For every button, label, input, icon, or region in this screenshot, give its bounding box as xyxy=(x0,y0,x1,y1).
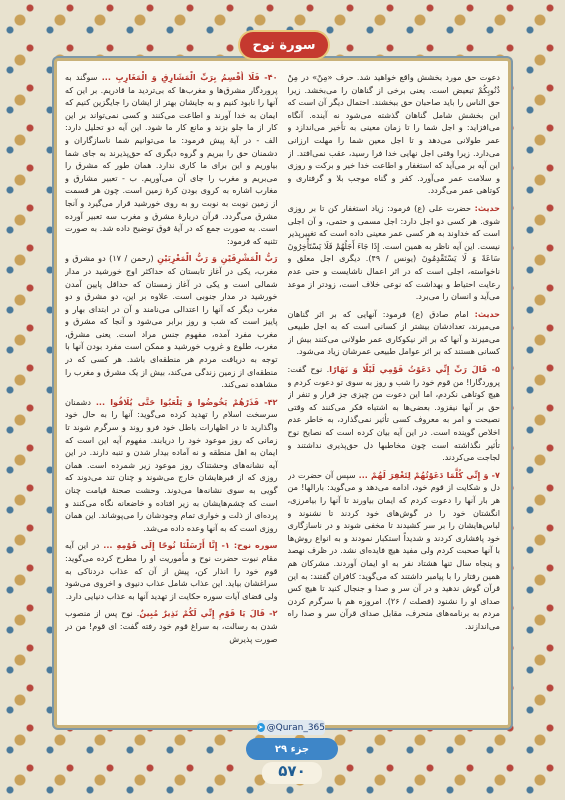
paragraph xyxy=(65,252,278,391)
paragraph xyxy=(288,469,501,633)
paragraph xyxy=(65,539,278,602)
paragraph-text: دعوت حق مورد بخشش واقع خواهید شد. حرف «مِنْ» در مِنْ ذُنُوبِكُمْ تبعیض است. یعنی برخی از گناهان را می‌بخشد. زیرا حق الناس را باید صاحبان حق ببخشند. احتمال دیگر آن است که این بخشش شامل گناهان گذشته می‌شود نه آینده. آنگاه می‌افزاید: و اجل شما را تا زمان معینی به تأخیر می‌اندازد و عمر طولانی می‌دهد و تا اجل معین شما را مهلت ارزانی می‌دارد. زیرا وقتی اجل نهایی خدا فرا رسید، عقب نمی‌افتد. از این آیه بر می‌آید که استغفار و اطاعت خدا خیر و برکت و روزی و سلامت عمر می‌آورد. کفر و گناه موجب بلا و گرفتاری و کوتاهی عمر می‌گردد. xyxy=(287,72,500,196)
hadith-label: حدیث: xyxy=(474,202,500,213)
verse-heading: ۴۰- فَلَا أُقْسِمُ بِرَبِّ الْمَشَارِقِ وَ الْمَغَارِبِ ... xyxy=(101,72,278,82)
part-label: جزء ۲۹ xyxy=(246,738,338,760)
paragraph-text: در این آیه مقام نبوت حضرت نوح و مأموریت او را مطرح کرده می‌گوید: قوم خود را انذار کن، پیش از آن که عذاب دردناکی به سراغشان بیاید. این عذاب شامل عذاب دنیوی و اخروی می‌شود ولی قضای آیات سوره حکایت از تهدید آنها به عذاب دنیایی دارد. xyxy=(65,540,278,601)
paragraph xyxy=(65,396,278,535)
left-column xyxy=(288,71,501,717)
paragraph xyxy=(288,202,501,303)
verse-heading: ۵- قَالَ رَبِّ إِنِّي دَعَوْتُ قَوْمِي لَيْلًا وَ نَهَارًا xyxy=(329,364,500,375)
channel-label: @Quran_365 xyxy=(266,722,325,733)
paragraph-text: (رحمن / ۱۷) دو مشرق و مغرب، یکی در آغاز تابستان که حداکثر اوج خورشید در مدار شمالی است و یکی در آغاز زمستان که حداقل پایین آمدن خورشید در مدار جنوبی است. علاوه بر این، دو مشرق و دو مغرب دیگر که آنها را اعتدالی می‌نامند و آن در ابتدای بهار و پاییز است که شب و روز برابر می‌شود و آنجا که مشرق و مغرب مفرد آمده، مفهوم جنس مراد است. یعنی مشرق، مغرب، طلوع و غروب خورشید و ممکن است مفرد بودن آنها با توجه به دریافت مردم هر منطقه‌ای باشد. هر کسی که در منطقه‌ای از زمین زندگی می‌کند، بیش از یک مشرق و مغرب را مشاهده نمی‌کند. xyxy=(65,253,278,390)
paragraph-text: . نوح گفت: پروردگارا! من قوم خود را شب و روز به سوی تو دعوت کردم و هیچ کوتاهی نکردم، اما این دعوت من چیزی جز فرار و تنفر از حق بر آنها نیفزود. بعضی‌ها به اشتباه فکر می‌کنند که وقتی نصیحت و امر به معروف کسی تأثیر نمی‌گذارد، به خاطر عدم اخلاص گوینده است. در این آیه بیان کرده است که نصایح نوح تأثیر نگذاشته است چون مخاطبها دل حق‌پذیری نداشتند و لجاجت می‌کردند. xyxy=(287,364,500,463)
text-page xyxy=(54,58,511,728)
paragraph xyxy=(288,363,501,464)
verse-heading: ۴۲- فَذَرْهُمْ يَخُوضُوا وَ يَلْعَبُوا حَتَّى يُلَاقُوا ... xyxy=(95,396,278,407)
verse-heading: ۲- قَالَ يَا قَوْمِ إِنِّي لَكُمْ نَذِيرٌ مُبِينٌ xyxy=(139,608,278,619)
two-columns xyxy=(65,71,500,717)
paragraph xyxy=(288,308,501,358)
paragraph xyxy=(65,607,278,645)
paragraph-text: . نوح پس از منصوب شدن به رسالت، به سراغ قوم خود رفته گفت: ای قوم! من در صورت پذیرش xyxy=(65,608,278,644)
verse-heading: رَبُّ الْمَشْرِقَيْنِ وَ رَبُّ الْمَغْرِبَيْنِ xyxy=(157,253,278,264)
surah-title: سورة نوح xyxy=(238,30,330,60)
paragraph xyxy=(65,71,278,247)
verse-heading: سوره نوح: ۱- إِنَّا أَرْسَلْنَا نُوحًا إِلَى قَوْمِهِ ... xyxy=(103,540,278,551)
paragraph xyxy=(288,71,501,197)
paragraph-text: سوگند به پروردگار مشرق‌ها و مغرب‌ها که بی‌تردید ما قادریم. بر این که آنها را نابود کنیم و به جایشان بهتر از ایشان را جایگزین کنیم که ایمان به خدا آورند و اطاعت می‌کنند و کسی نمی‌تواند بر این کار از ما جلو بزند و مانع کار ما شود. این آیه دو تحلیل دارد: الف - در آیهٔ پیش فرمود: ما می‌توانیم شما ناسازگاران و دشمنان حق را ببریم و گروه دیگری که حق‌پذیرند به جای شما بیاوریم و این برای ما کاری ندارد. همان طور که مشرق را می‌بریم و مغرب را جای آن می‌آوریم. ب - تعبیر مشارق و مغارب اشاره به کروی بودن کرهٔ زمین است. چون هر قسمت از زمین نوبت به نوبت رو به روی خورشید قرار می‌گیرد و آنجا مشرق می‌گردد. قرآن دربارهٔ مشرق و مغرب سه تعبیر آورده است. به صورت جمع که در آیهٔ فوق توضیح داده شد. به صورت تثنیه که فرمود: xyxy=(65,72,278,246)
paragraph-text: حضرت علی (ع) فرمود: زیاد استغفار کن تا بر روزی شوی. هر کسی دو اجل دارد: اجل مسمی و حتمی، و آن اجلی است که خداوند به هر کسی عمر معینی داده است که تغییرپذیر نیست. این آیه ناظر به همین است. إِذَا جَاءَ أَجَلُهُمْ فَلَا يَسْتَأْخِرُونَ سَاعَةً وَ لَا يَسْتَقْدِمُونَ (یونس / ۴۹). دیگری اجل معلق و ناخواسته، اجلی است که در اثر اعمال ناشایست و حتی عدم رعایت احتیاط و بهداشت که نوعی خلاف است، زودتر از موعد می‌آید و انسان را می‌برد. xyxy=(287,202,500,302)
paragraph-text: سپس آن حضرت در دل و شکایت از قوم خود، ادامه می‌دهد و می‌گوید: بارالها! من هر بار آنها را دعوت کردم که ایمان بیاورند تا آنها را بیامرزی، انگشتان خود را در گوش‌های خود کردند تا نشنوند و لباس‌هایشان را بر سر کشیدند تا مخفی شوند و در ناسازگاری خود پافشاری کردند و شدیداً استکبار نمودند و به انواع روش‌ها با آنها صحبت کردم ولی مفید هیچ فایده‌ای نشد. در ظرف نهصد و پنجاه سال تنها هشتاد نفر به او ایمان آوردند. مشرکان هم همین رفتار را با پیامبر داشتند که می‌گوید: کافران گفتند: به این قرآن گوش ندهید و در آن سر و صدا و جنجال کنید تا هیچ کس صدای او را نشنود (فصلت / ۲۶). امروزه هم با سرگرم کردن مردم به برنامه‌های منحرف، مقابل صدای قرآن سر و صدا راه می‌اندازند. xyxy=(287,469,500,631)
page-number: ۵۷۰ xyxy=(262,762,322,784)
channel-tag[interactable] xyxy=(257,720,325,735)
telegram-icon: ➤ xyxy=(258,724,264,731)
paragraph-text: امام صادق (ع) فرمود: آنهایی که بر اثر گناهان می‌میرند، تعدادشان بیشتر از کسانی است که به اجل طبیعی می‌میرند و آنها که بر اثر نیکوکاری عمر طولانی می‌کنند بیش از کسانی هستند که بر اثر عوامل طبیعی عمرشان زیاد می‌شود. xyxy=(287,308,500,357)
paragraph-text: دشمنان سرسخت اسلام را تهدید کرده می‌گوید: آنها را به حال خود واگذارید تا در اظهارات باطل خود فرو روند و سرگرم شوند تا زمانی که روز موعود خود را دریابند. مفهوم آیه این است که ایمان به اهل منطقه و نه آماده بیدار شدن و تنبه دارند. در این آیه نشانه‌های وحشتناک روز موعود زیر شمرده است. همان روزی که از قبرهایشان خارج می‌شوند و چنان تند می‌دوند که گویی به سوی نشانه‌ها می‌دوند. وحشت صحنهٔ قیامت چنان است که چشم‌هایشان به زیر افتاده و خاضعانه نگاه می‌کنند و پرده‌ای از ذلت و خواری تمام وجودشان را می‌پوشاند. این همان روزی است که به آنها وعده داده می‌شد. xyxy=(65,396,278,533)
right-column xyxy=(65,71,278,717)
verse-heading: ۷- وَ إِنِّي كُلَّمَا دَعَوْتُهُمْ لِتَغْفِرَ لَهُمْ ... xyxy=(358,469,500,480)
hadith-label: حدیث: xyxy=(474,308,500,319)
